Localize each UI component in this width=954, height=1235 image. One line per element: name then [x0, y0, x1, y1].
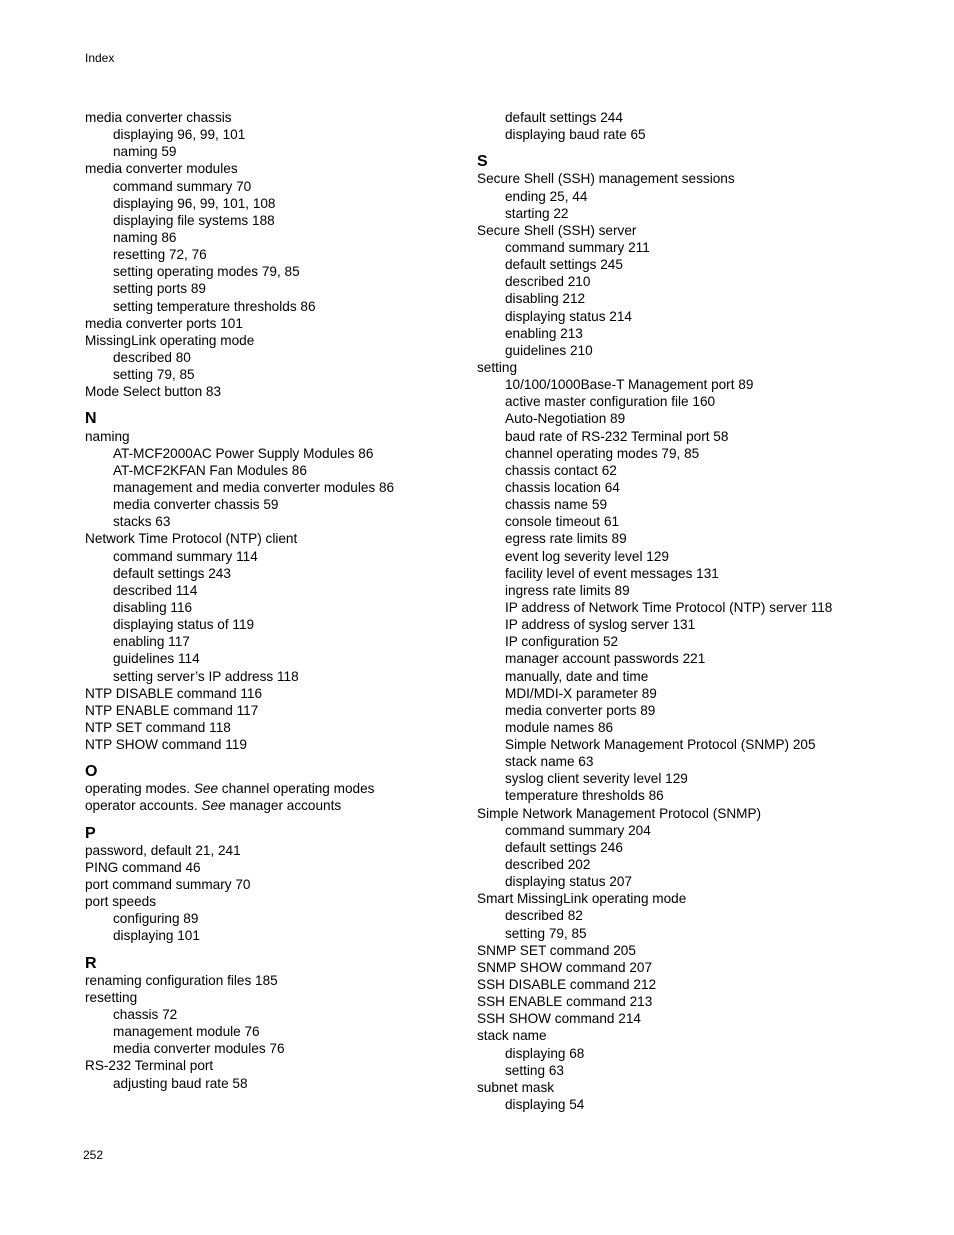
- index-subentry: IP address of syslog server 131: [505, 617, 696, 633]
- index-subentry: adjusting baud rate 58: [113, 1075, 248, 1091]
- index-subentry: command summary 211: [505, 239, 650, 255]
- index-entry: Simple Network Management Protocol (SNMP): [477, 805, 762, 821]
- index-subentry: setting 63: [505, 1062, 564, 1078]
- index-subentry: displaying 96, 99, 101, 108: [113, 195, 276, 211]
- index-entry: renaming configuration files 185: [85, 972, 278, 988]
- index-section-letter: S: [477, 153, 488, 171]
- index-entry: Secure Shell (SSH) server: [477, 222, 637, 238]
- index-subentry: setting temperature thresholds 86: [113, 298, 316, 314]
- index-entry: PING command 46: [85, 859, 201, 875]
- index-entry: port command summary 70: [85, 877, 251, 893]
- index-subentry: guidelines 114: [113, 651, 200, 667]
- index-subentry: setting ports 89: [113, 281, 206, 297]
- index-see-reference: [85, 780, 465, 797]
- index-entry: NTP SHOW command 119: [85, 737, 247, 753]
- index-subentry: facility level of event messages 131: [505, 565, 719, 581]
- index-subentry: active master configuration file 160: [505, 394, 716, 410]
- index-subentry: described 80: [113, 349, 191, 365]
- index-subentry: AT-MCF2KFAN Fan Modules 86: [113, 462, 307, 478]
- index-entry: Mode Select button 83: [85, 384, 222, 400]
- index-subentry: displaying 101: [113, 928, 200, 944]
- index-subentry: console timeout 61: [505, 514, 620, 530]
- index-entry: SNMP SHOW command 207: [477, 959, 653, 975]
- index-subentry: chassis name 59: [505, 497, 608, 513]
- index-subentry: media converter ports 89: [505, 702, 656, 718]
- index-entry: MissingLink operating mode: [85, 332, 255, 348]
- index-subentry: temperature thresholds 86: [505, 788, 664, 804]
- index-subentry: displaying 68: [505, 1045, 585, 1061]
- index-subentry: setting 79, 85: [505, 925, 587, 941]
- index-subentry: chassis location 64: [505, 479, 620, 495]
- index-term: operator accounts.: [85, 798, 202, 814]
- index-subentry: chassis 72: [113, 1007, 178, 1023]
- index-subentry: event log severity level 129: [505, 548, 669, 564]
- index-subentry: displaying 96, 99, 101: [113, 127, 246, 143]
- index-subentry: naming 59: [113, 144, 177, 160]
- index-subentry: setting 79, 85: [113, 367, 195, 383]
- index-subentry: media converter chassis 59: [113, 497, 279, 513]
- index-subentry: disabling 212: [505, 291, 586, 307]
- running-header: Index: [85, 51, 115, 65]
- index-entry: Network Time Protocol (NTP) client: [85, 531, 298, 547]
- index-subentry: MDI/MDI-X parameter 89: [505, 685, 657, 701]
- index-term: operating modes.: [85, 781, 194, 797]
- index-subentry: setting server’s IP address 118: [113, 668, 299, 684]
- index-subentry: displaying file systems 188: [113, 212, 275, 228]
- index-entry: media converter ports 101: [85, 315, 243, 331]
- index-subentry: IP address of Network Time Protocol (NTP) server 118: [505, 599, 833, 615]
- index-entry: SSH DISABLE command 212: [477, 977, 657, 993]
- index-section-letter: P: [85, 824, 96, 842]
- index-subentry: syslog client severity level 129: [505, 771, 688, 787]
- index-entry: NTP DISABLE command 116: [85, 685, 263, 701]
- index-subentry: displaying status 214: [505, 308, 632, 324]
- index-column-right: [477, 109, 897, 1113]
- index-entry: stack name: [477, 1028, 547, 1044]
- index-subentry: described 114: [113, 582, 198, 598]
- page-number: 252: [83, 1148, 104, 1162]
- index-section-letter: N: [85, 410, 97, 428]
- index-subentry: stack name 63: [505, 754, 594, 770]
- index-subentry: manager account passwords 221: [505, 651, 706, 667]
- index-subentry: management module 76: [113, 1024, 260, 1040]
- see-label: See: [201, 798, 226, 814]
- index-subentry: ending 25, 44: [505, 188, 588, 204]
- index-entry: password, default 21, 241: [85, 842, 241, 858]
- index-subentry: default settings 244: [505, 110, 623, 125]
- index-subentry: displaying 54: [505, 1097, 585, 1113]
- index-subentry: configuring 89: [113, 911, 199, 927]
- index-subentry: displaying status of 119: [113, 617, 255, 633]
- index-see-reference: [85, 797, 465, 814]
- index-subentry: command summary 114: [113, 548, 258, 564]
- index-section-letter: R: [85, 954, 97, 972]
- index-subentry: manually, date and time: [505, 668, 649, 684]
- index-entry: RS-232 Terminal port: [85, 1058, 214, 1074]
- index-subentry: egress rate limits 89: [505, 531, 627, 547]
- index-subentry: Auto-Negotiation 89: [505, 411, 626, 427]
- index-entry: SSH ENABLE command 213: [477, 994, 653, 1010]
- index-entry: subnet mask: [477, 1079, 555, 1095]
- index-subentry: default settings 243: [113, 565, 231, 581]
- index-subentry: stacks 63: [113, 514, 171, 530]
- index-subentry: guidelines 210: [505, 342, 593, 358]
- index-column-left: [85, 109, 465, 1092]
- index-entry: media converter chassis: [85, 110, 232, 125]
- index-entry: Smart MissingLink operating mode: [477, 891, 687, 907]
- index-subentry: enabling 117: [113, 634, 190, 650]
- index-entry: setting: [477, 359, 518, 375]
- index-subentry: channel operating modes 79, 85: [505, 445, 700, 461]
- index-subentry: ingress rate limits 89: [505, 582, 630, 598]
- index-subentry: management and media converter modules 86: [113, 479, 395, 495]
- index-subentry: resetting 72, 76: [113, 247, 207, 263]
- index-entry: SNMP SET command 205: [477, 942, 636, 958]
- index-subentry: starting 22: [505, 205, 569, 221]
- index-section-letter: O: [85, 763, 98, 781]
- index-subentry: disabling 116: [113, 599, 193, 615]
- index-subentry: displaying status 207: [505, 874, 632, 890]
- see-label: See: [193, 781, 219, 797]
- index-subentry: setting operating modes 79, 85: [113, 264, 300, 280]
- index-subentry: described 82: [505, 908, 583, 924]
- index-subentry: default settings 245: [505, 257, 623, 273]
- index-subentry: enabling 213: [505, 325, 583, 341]
- index-entry: NTP ENABLE command 117: [85, 702, 259, 718]
- index-entry: port speeds: [85, 894, 157, 910]
- index-subentry: command summary 70: [113, 178, 252, 194]
- index-entry: naming: [85, 428, 130, 444]
- index-subentry: described 202: [505, 857, 591, 873]
- index-subentry: command summary 204: [505, 822, 651, 838]
- index-subentry: default settings 246: [505, 839, 623, 855]
- index-subentry: chassis contact 62: [505, 462, 617, 478]
- index-entry: NTP SET command 118: [85, 719, 231, 735]
- index-subentry: displaying baud rate 65: [505, 127, 646, 143]
- index-entry: media converter modules: [85, 161, 238, 177]
- index-subentry: baud rate of RS-232 Terminal port 58: [505, 428, 729, 444]
- index-subentry: media converter modules 76: [113, 1041, 285, 1057]
- index-subentry: IP configuration 52: [505, 634, 619, 650]
- see-target: manager accounts: [225, 798, 342, 814]
- index-subentry: AT-MCF2000AC Power Supply Modules 86: [113, 445, 374, 461]
- index-subentry: 10/100/1000Base-T Management port 89: [505, 377, 754, 393]
- index-entry: Secure Shell (SSH) management sessions: [477, 171, 735, 187]
- index-entry: SSH SHOW command 214: [477, 1011, 641, 1027]
- see-target: channel operating modes: [218, 781, 375, 797]
- index-subentry: described 210: [505, 274, 591, 290]
- index-subentry: naming 86: [113, 229, 177, 245]
- index-subentry: module names 86: [505, 719, 614, 735]
- index-entry: resetting: [85, 989, 138, 1005]
- index-subentry: Simple Network Management Protocol (SNMP) 205: [505, 737, 816, 753]
